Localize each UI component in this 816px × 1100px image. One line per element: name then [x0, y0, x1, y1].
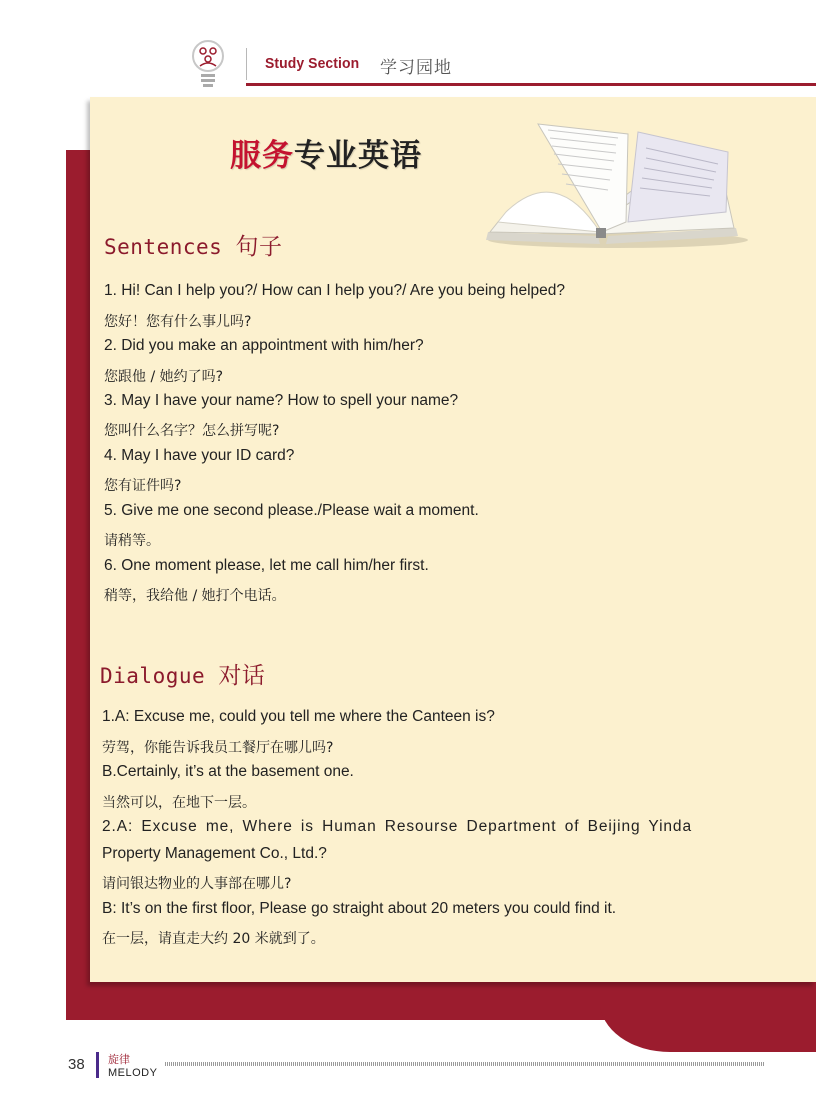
- sentence-en-6: 6. One moment please, let me call him/her first.: [104, 557, 429, 574]
- red-backdrop-tail: [600, 980, 816, 1052]
- sentence-cn-3: 您叫什么名字？怎么拼写呢?: [104, 423, 280, 439]
- sentence-en-3: 3. May I have your name? How to spell your name?: [104, 392, 459, 409]
- sentence-cn-6: 稍等，我给他 / 她打个电话。: [104, 588, 286, 604]
- sentence-cn-1: 您好！您有什么事儿吗?: [104, 314, 252, 330]
- footer-rule: [165, 1062, 765, 1066]
- dialogue-en-1a: 1.A: Excuse me, could you tell me where the Canteen is?: [102, 708, 495, 725]
- sentence-en-2: 2. Did you make an appointment with him/her?: [104, 337, 424, 354]
- header-rule: [246, 83, 816, 86]
- header-divider: [246, 48, 247, 80]
- dialogue-cn-2a: 请问银达物业的人事部在哪儿?: [102, 876, 292, 892]
- sentence-cn-5: 请稍等。: [104, 533, 160, 549]
- sentence-en-4: 4. May I have your ID card?: [104, 447, 295, 464]
- page-title-part2: 专业英语: [294, 138, 422, 174]
- footer-bar: [96, 1052, 99, 1078]
- dialogue-heading: [100, 657, 265, 690]
- sentence-cn-4: 您有证件吗?: [104, 478, 182, 494]
- sentence-en-5: 5. Give me one second please./Please wait a moment.: [104, 502, 479, 519]
- dialogue-cn-1b: 当然可以，在地下一层。: [102, 795, 256, 811]
- dialogue-en-2b: B: It’s on the first floor, Please go straight about 20 meters you could find it.: [102, 900, 617, 917]
- dialogue-cn-2b: 在一层，请直走大约 20 米就到了。: [102, 931, 325, 947]
- sentences-heading-en: Sentences: [104, 235, 223, 259]
- page-title-part1: 服务: [230, 138, 294, 174]
- open-book-icon: [478, 112, 748, 252]
- sentence-cn-2: 您跟他 / 她约了吗?: [104, 369, 224, 385]
- sentences-heading-cn: 句子: [235, 234, 283, 260]
- magazine-name-en: MELODY: [108, 1067, 158, 1079]
- dialogue-en-2a-line1: 2.A: Excuse me, Where is Human Resourse Department of Beijing Yinda: [102, 818, 692, 835]
- sentences-heading: [104, 228, 282, 261]
- page-number: 38: [68, 1056, 85, 1073]
- dialogue-heading-en: Dialogue: [100, 664, 206, 688]
- page-title: [230, 130, 422, 175]
- lightbulb-icon: [188, 36, 228, 96]
- dialogue-en-1b: B.Certainly, it’s at the basement one.: [102, 763, 354, 780]
- sentence-en-1: 1. Hi! Can I help you?/ How can I help you?/ Are you being helped?: [104, 282, 565, 299]
- section-title-en: Study Section: [265, 55, 360, 72]
- dialogue-en-2a-line2: Property Management Co., Ltd.?: [102, 845, 327, 862]
- dialogue-heading-cn: 对话: [218, 663, 266, 689]
- dialogue-cn-1a: 劳驾，你能告诉我员工餐厅在哪儿吗?: [102, 740, 334, 756]
- magazine-name-cn: 旋律: [108, 1053, 130, 1066]
- section-title-cn: 学习园地: [380, 58, 452, 77]
